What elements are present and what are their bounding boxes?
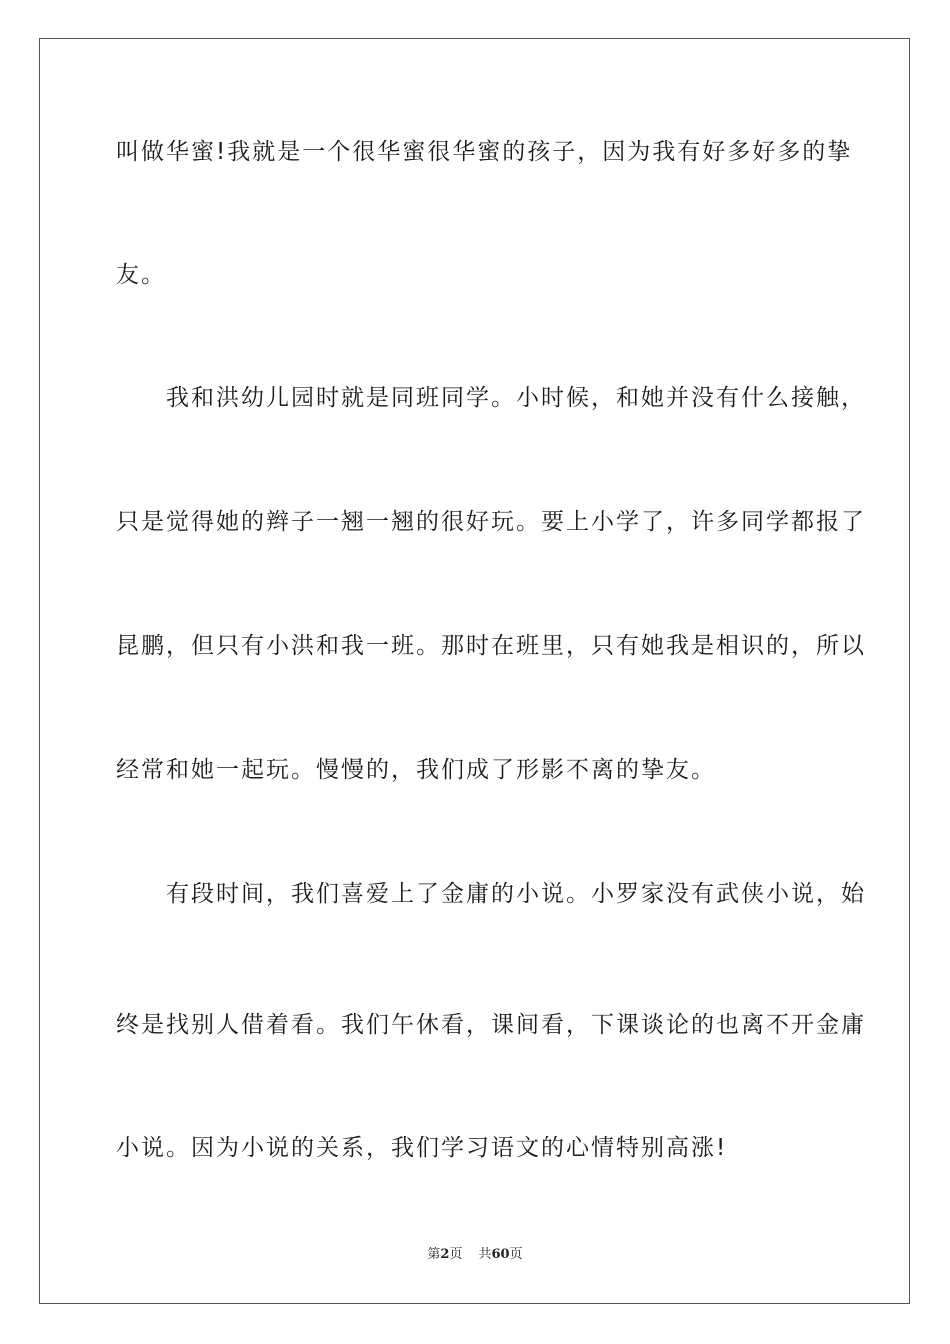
text-line: 叫做华蜜!我就是一个很华蜜很华蜜的孩子，因为我有好多好多的挚 <box>116 139 853 165</box>
total-pages-label: 共60页 <box>478 1247 523 1262</box>
text-line: 昆鹏，但只有小洪和我一班。那时在班里，只有她我是相识的，所以 <box>116 633 866 659</box>
text-line: 经常和她一起玩。慢慢的，我们成了形影不离的挚友。 <box>116 757 716 783</box>
text-line: 只是觉得她的辫子一翘一翘的很好玩。要上小学了，许多同学都报了 <box>116 509 866 535</box>
text-line: 友。 <box>116 262 166 288</box>
text-line: 小说。因为小说的关系，我们学习语文的心情特别高涨! <box>116 1135 728 1161</box>
page-border <box>39 38 910 1304</box>
text-line: 终是找别人借着看。我们午休看，课间看，下课谈论的也离不开金庸 <box>116 1012 866 1038</box>
paragraph-start-line: 我和洪幼儿园时就是同班同学。小时候，和她并没有什么接触， <box>116 385 866 411</box>
page-footer <box>0 1246 950 1264</box>
page-number-label: 第2页 <box>427 1247 463 1262</box>
paragraph-start-line: 有段时间，我们喜爱上了金庸的小说。小罗家没有武侠小说，始 <box>116 881 866 907</box>
